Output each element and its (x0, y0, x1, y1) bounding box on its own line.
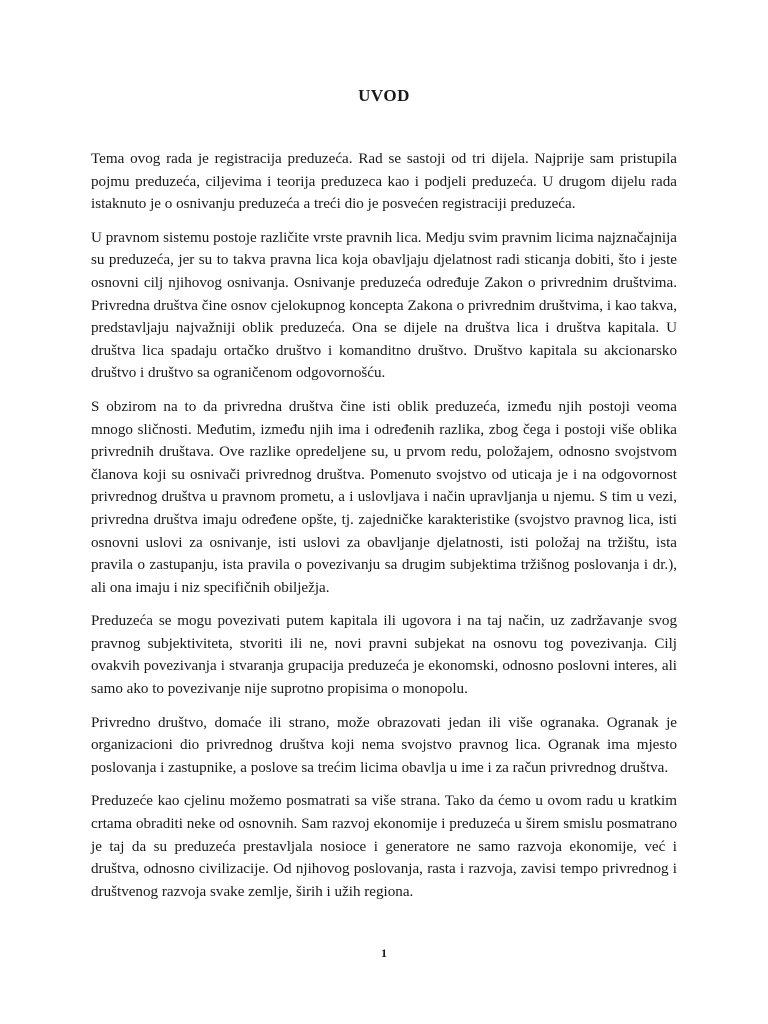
document-body (91, 148, 677, 914)
paragraph-company-linking: Preduzeća se mogu povezivati putem kapitala ili ugovora i na taj način, uz zadržavanje svog pravnog subjektiviteta, stvoriti ili ne, novi pravni subjekat na osnovu tog povezivanja. Cilj ovakvih povezivanja i stvaranja grupacija preduzeća je ekonomski, odnosno poslovni interes, ali samo ako to povezivanje nije suprotno propisima o monopolu. (91, 613, 677, 698)
paragraph-intro: Tema ovog rada je registracija preduzeća. Rad se sastoji od tri dijela. Najprije sam pristupila pojmu preduzeća, ciljevima i teorija preduzeca kao i podjeli preduzeća. U drugom dijelu rada istaknuto je o osnivanju preduzeća a treći dio je posvećen registraciji preduzeća. (91, 151, 677, 213)
paragraph-branches: Privredno društvo, domaće ili strano, može obrazovati jedan ili više ogranaka. Ogranak je organizacioni dio privrednog društva koji nema svojstvo pravnog lica. Ogranak ima mjesto poslovanja i zastupnike, a poslove sa trećim licima obavlja u ime i za račun privrednog društva. (91, 714, 677, 776)
paragraph-company-differences: S obzirom na to da privredna društva čine isti oblik preduzeća, između njih postoji veoma mnogo sličnosti. Međutim, između njih ima i određenih razlika, zbog čega i postoji više oblika privrednih društava. Ove razlike opredeljene su, u prvom redu, položajem, odnosno svojstvom članova koji su osnivači privrednog društva. Pomenuto svojstvo od uticaja je i na odgovornost privrednog društva u pravnom prometu, a i uslovljava i način upravljanja u njemu. S tim u vezi, privredna društva imaju određene opšte, tj. zajedničke karakteristike (svojstvo pravnog lica, isti osnovni uslovi za osnivanje, isti uslovi za obavljanje djelatnosti, isti položaj na tržištu, ista pravila o zastupanju, ista pravila o povezivanju sa drugim subjektima tržišnog poslovanja i dr.), ali ona imaju i niz specifičnih obilježja. (91, 398, 677, 596)
page-title: UVOD (358, 86, 410, 105)
paragraph-legal-entities: U pravnom sistemu postoje različite vrste pravnih lica. Medju svim pravnim licima najznačajnija su preduzeća, jer su to takva pravna lica koja obavljaju djelatnost radi sticanja dobiti, što i jeste osnovni cilj njihovog osnivanja. Osnivanje preduzeća određuje Zakon o privrednim društvima. Privredna društva čine osnov cjelokupnog koncepta Zakona o privrednim društvima, i kao takva, predstavljaju najvažniji oblik preduzeća. Ona se dijele na društva lica i društva kapitala. U društva lica spadaju ortačko društvo i komanditno društvo. Društvo kapitala su akcionarsko društvo i društvo sa ograničenom odgovornošću. (91, 229, 677, 382)
page-number: 1 (381, 946, 387, 960)
paragraph-company-overview: Preduzeće kao cjelinu možemo posmatrati sa više strana. Tako da ćemo u ovom radu u kratkim crtama obraditi neke od osnovnih. Sam razvoj ekonomije i preduzeća u širem smislu posmatrano je taj da su preduzeća prestavljala nosioce i generatore ne samo razvoja ekonomije, već i društva, odnosno civilizacije. Od njihovog poslovanja, rasta i razvoja, zavisi tempo privrednog i društvenog razvoja svake zemlje, širih i užih regiona. (91, 793, 677, 900)
